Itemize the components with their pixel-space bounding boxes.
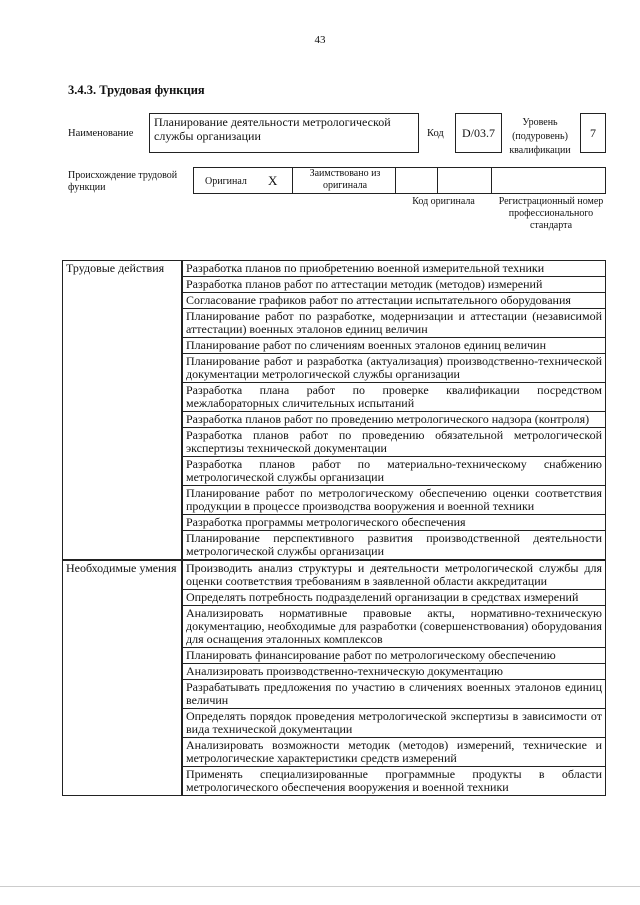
item-text: Разработка плана работ по проверке квалификации посредством межлабораторных сличительных испытаний [182, 383, 606, 412]
item-text: Разработка планов работ по аттестации методик (методов) измерений [182, 277, 606, 293]
item-text: Определять потребность подразделений организации в средствах измерений [182, 590, 606, 606]
item-text: Планировать финансирование работ по метрологическому обеспечению [182, 648, 606, 664]
qualification-level: 7 [590, 126, 596, 140]
item-text: Планирование работ по разработке, модернизации и аттестации (независимой аттестации) военных эталонов единиц величин [182, 309, 606, 338]
level-label: Уровень (подуровень) квалификации [509, 117, 571, 156]
item-text: Разрабатывать предложения по участию в сличениях военных эталонов единиц величин [182, 680, 606, 709]
name-label: Наименование [68, 128, 134, 139]
level-box [580, 113, 606, 153]
item-text: Разработка планов работ по материально-техническому снабжению метрологической службы организации [182, 457, 606, 486]
page-number: 43 [314, 34, 326, 46]
item-text: Разработка программы метрологического обеспечения [182, 515, 606, 531]
code-original-caption: Код оригинала [412, 196, 475, 207]
function-name: Планирование деятельности метрологической службы организации [154, 115, 391, 143]
item-text: Согласование графиков работ по аттестации испытательного оборудования [182, 293, 606, 309]
item-text: Разработка планов по приобретению военной измерительной техники [182, 261, 606, 277]
item-text: Анализировать производственно-техническую документацию [182, 664, 606, 680]
borrowed-label: Заимствовано из оригинала [309, 168, 381, 191]
item-text: Определять порядок проведения метрологической экспертизы в зависимости от вида технической документации [182, 709, 606, 738]
item-text: Анализировать возможности методик (методов) измерений, технические и метрологические характеристики средств измерений [182, 738, 606, 767]
reg-number-box [491, 167, 606, 194]
code-label: Код [427, 128, 444, 139]
origin-divider [292, 167, 293, 194]
item-text: Планирование работ по сличениям военных эталонов единиц величин [182, 338, 606, 354]
group-label: Необходимые умения [63, 560, 183, 796]
item-text: Применять специализированные программные продукты в области метрологического обеспечения вооружения и военной техники [182, 767, 606, 796]
item-text: Планирование работ и разработка (актуализация) производственно-технической документации метрологической службы организации [182, 354, 606, 383]
item-text: Планирование перспективного развития производственной деятельности метрологической службы организации [182, 531, 606, 561]
code-original-box [395, 167, 492, 194]
item-text: Анализировать нормативные правовые акты, нормативно-техническую документацию, необходимые для разработки (совершенствования) оборудования для оснащения эталонных комплексов [182, 606, 606, 648]
function-code: D/03.7 [462, 126, 495, 140]
origin-label: Происхождение трудовой функции [68, 170, 178, 193]
activities-skills-table [62, 260, 606, 796]
function-name-box [149, 113, 419, 153]
table-row [63, 261, 606, 277]
reg-number-caption: Регистрационный номер профессионального стандарта [498, 196, 604, 231]
original-label: Оригинал [205, 176, 247, 187]
item-text: Разработка планов работ по проведению обязательной метрологической экспертизы технической документации [182, 428, 606, 457]
item-text: Разработка планов работ по проведению метрологического надзора (контроля) [182, 412, 606, 428]
code-box [455, 113, 502, 153]
item-text: Планирование работ по метрологическому обеспечению оценки соответствия продукции в процессе производства вооружения и военной техники [182, 486, 606, 515]
original-mark: X [268, 173, 278, 188]
group-label: Трудовые действия [63, 261, 183, 561]
section-title: 3.4.3. Трудовая функция [68, 83, 205, 97]
scan-artifact [0, 886, 640, 887]
item-text: Производить анализ структуры и деятельности метрологической службы для оценки соответствия требованиям в заявленной области аккредитации [182, 560, 606, 590]
table-row [63, 560, 606, 590]
